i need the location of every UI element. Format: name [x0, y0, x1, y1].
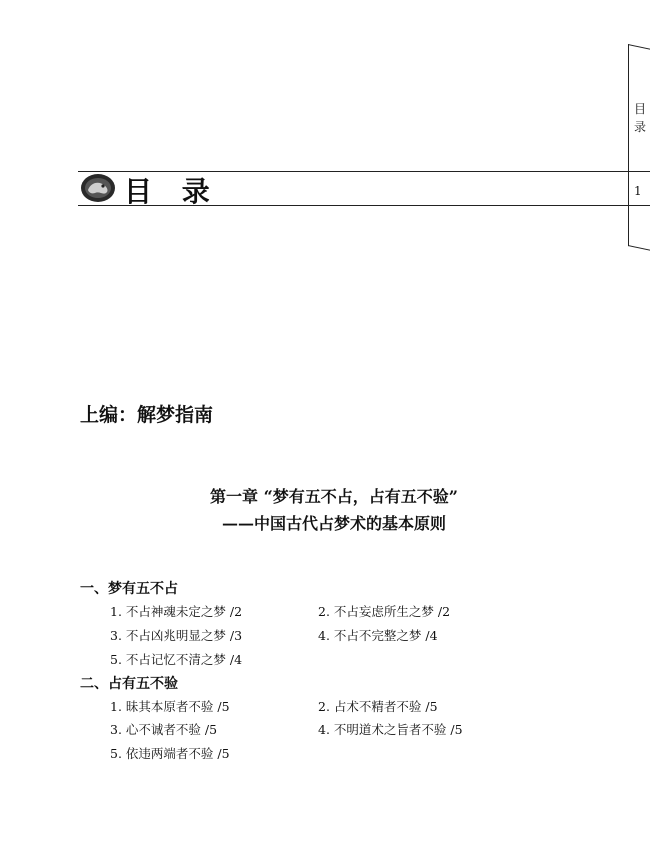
side-tab-label — [632, 100, 648, 136]
emblem-icon — [79, 172, 117, 204]
toc-entry: 4. 不占不完整之梦 /4 — [318, 628, 438, 643]
toc-entry: 1. 昧其本原者不验 /5 — [110, 699, 230, 714]
side-tab-char: 录 — [633, 120, 646, 134]
side-tab — [628, 44, 650, 251]
toc-entry: 2. 占术不精者不验 /5 — [318, 699, 438, 714]
chapter-title: 第一章 “梦有五不占，占有五不验” — [210, 487, 458, 506]
toc-entry: 5. 依违两端者不验 /5 — [110, 746, 230, 761]
chapter-subtitle: ——中国古代占梦术的基本原则 — [221, 514, 446, 533]
side-tab-page-number: 1 — [634, 184, 642, 198]
toc-entry: 4. 不明道术之旨者不验 /5 — [318, 722, 463, 737]
part-title: 上编：解梦指南 — [80, 404, 214, 426]
toc-entry: 3. 心不诚者不验 /5 — [110, 722, 218, 737]
toc-entry: 1. 不占神魂未定之梦 /2 — [110, 604, 243, 619]
side-tab-char: 目 — [633, 102, 646, 116]
section-heading: 二、占有五不验 — [80, 676, 178, 692]
toc-entry: 3. 不占凶兆明显之梦 /3 — [110, 628, 243, 643]
page-title: 目 录 — [124, 175, 220, 208]
toc-entry: 2. 不占妄虑所生之梦 /2 — [318, 604, 451, 619]
toc-entry: 5. 不占记忆不清之梦 /4 — [110, 652, 243, 667]
section-heading: 一、梦有五不占 — [80, 581, 178, 597]
